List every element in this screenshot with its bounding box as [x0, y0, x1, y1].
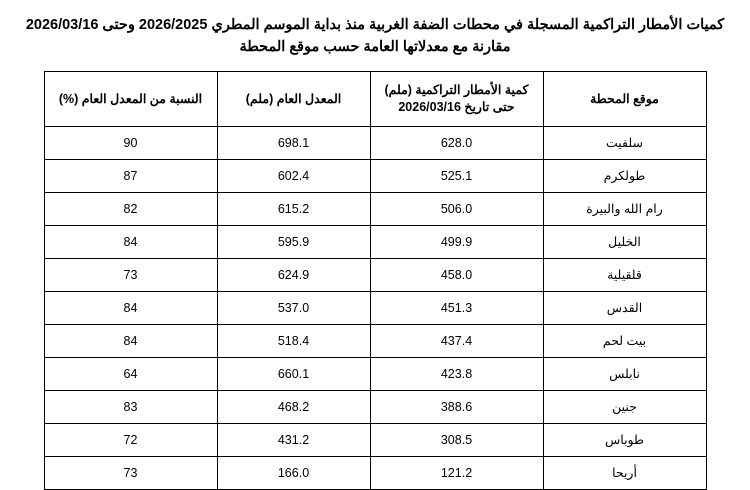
- cell-percent-of-average: 84: [44, 291, 217, 324]
- table-row: [44, 159, 706, 192]
- cell-cumulative: 458.0: [370, 258, 543, 291]
- table-row: [44, 291, 706, 324]
- rainfall-table: [44, 71, 707, 490]
- cell-percent-of-average: 73: [44, 258, 217, 291]
- cell-percent-of-average: 82: [44, 192, 217, 225]
- cell-general-average: 166.0: [217, 456, 370, 489]
- cell-percent-of-average: 83: [44, 390, 217, 423]
- cell-general-average: 602.4: [217, 159, 370, 192]
- cell-station: القدس: [543, 291, 706, 324]
- column-header-cumulative-line-2: حتى تاريخ 2026/03/16: [398, 99, 515, 114]
- cell-cumulative: 628.0: [370, 126, 543, 159]
- page-title: [25, 14, 725, 59]
- cell-percent-of-average: 72: [44, 423, 217, 456]
- column-header-station: موقع المحطة: [543, 71, 706, 126]
- table-row: [44, 192, 706, 225]
- cell-cumulative: 121.2: [370, 456, 543, 489]
- table-container: [22, 71, 728, 490]
- cell-general-average: 518.4: [217, 324, 370, 357]
- cell-station: قلقيلية: [543, 258, 706, 291]
- table-row: [44, 225, 706, 258]
- cell-general-average: 698.1: [217, 126, 370, 159]
- page-title-line-2: مقارنة مع معدلاتها العامة حسب موقع المحطة: [239, 39, 511, 56]
- table-body: [44, 126, 706, 489]
- column-header-percent-of-average: النسبة من المعدل العام (%): [44, 71, 217, 126]
- table-row: [44, 390, 706, 423]
- cell-cumulative: 308.5: [370, 423, 543, 456]
- cell-general-average: 660.1: [217, 357, 370, 390]
- cell-station: سلفيت: [543, 126, 706, 159]
- cell-cumulative: 437.4: [370, 324, 543, 357]
- cell-general-average: 431.2: [217, 423, 370, 456]
- table-row: [44, 258, 706, 291]
- table-row: [44, 456, 706, 489]
- cell-station: نابلس: [543, 357, 706, 390]
- cell-percent-of-average: 73: [44, 456, 217, 489]
- cell-percent-of-average: 87: [44, 159, 217, 192]
- cell-percent-of-average: 84: [44, 225, 217, 258]
- cell-station: طوباس: [543, 423, 706, 456]
- cell-station: طولكرم: [543, 159, 706, 192]
- cell-general-average: 595.9: [217, 225, 370, 258]
- cell-general-average: 624.9: [217, 258, 370, 291]
- cell-station: أريحا: [543, 456, 706, 489]
- cell-cumulative: 451.3: [370, 291, 543, 324]
- cell-general-average: 537.0: [217, 291, 370, 324]
- table-row: [44, 324, 706, 357]
- cell-station: رام الله والبيرة: [543, 192, 706, 225]
- cell-cumulative: 499.9: [370, 225, 543, 258]
- table-row: [44, 423, 706, 456]
- cell-cumulative: 525.1: [370, 159, 543, 192]
- cell-cumulative: 423.8: [370, 357, 543, 390]
- cell-percent-of-average: 84: [44, 324, 217, 357]
- table-header: [44, 71, 706, 126]
- column-header-general-average: المعدل العام (ملم): [217, 71, 370, 126]
- cell-percent-of-average: 64: [44, 357, 217, 390]
- table-row: [44, 126, 706, 159]
- cell-cumulative: 506.0: [370, 192, 543, 225]
- page-title-line-1: كميات الأمطار التراكمية المسجلة في محطات الضفة الغربية منذ بداية الموسم المطري 2026/2025 وحتى 2026/03/16: [25, 17, 725, 33]
- cell-station: الخليل: [543, 225, 706, 258]
- column-header-cumulative-line-1: كمية الأمطار التراكمية (ملم): [384, 83, 529, 98]
- cell-station: بيت لحم: [543, 324, 706, 357]
- column-header-cumulative: [370, 71, 543, 126]
- cell-station: جنين: [543, 390, 706, 423]
- cell-percent-of-average: 90: [44, 126, 217, 159]
- cell-cumulative: 388.6: [370, 390, 543, 423]
- cell-general-average: 468.2: [217, 390, 370, 423]
- cell-general-average: 615.2: [217, 192, 370, 225]
- table-header-row: [44, 71, 706, 126]
- table-row: [44, 357, 706, 390]
